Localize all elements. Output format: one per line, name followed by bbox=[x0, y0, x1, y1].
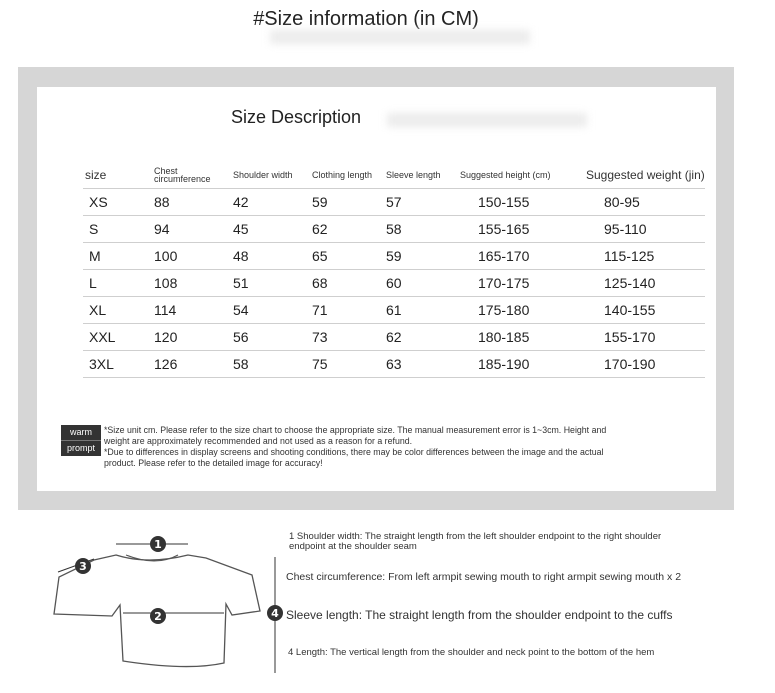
table-cell: 100 bbox=[154, 243, 233, 270]
table-cell: XS bbox=[83, 189, 154, 216]
table-cell: 48 bbox=[233, 243, 312, 270]
desc-line: endpoint at the shoulder seam bbox=[289, 541, 417, 552]
table-row bbox=[83, 297, 705, 324]
note-line: product. Please refer to the detailed image for accuracy! bbox=[104, 458, 323, 468]
table-cell: 62 bbox=[312, 216, 386, 243]
sleeve-description: Sleeve length: The straight length from the shoulder endpoint to the cuffs bbox=[286, 608, 673, 622]
note-line: weight are approximately recommended and not used as a reason for a refund. bbox=[104, 436, 413, 446]
table-cell: 58 bbox=[233, 351, 312, 378]
header-chest: Chest circumference bbox=[154, 166, 211, 184]
table-cell: 88 bbox=[154, 189, 233, 216]
table-cell: 150-155 bbox=[460, 189, 586, 216]
table-cell: 170-175 bbox=[460, 270, 586, 297]
table-cell: 80-95 bbox=[586, 189, 705, 216]
table-cell: 65 bbox=[312, 243, 386, 270]
blurred-watermark bbox=[270, 30, 530, 44]
table-cell: M bbox=[83, 243, 154, 270]
header-size: size bbox=[85, 168, 107, 182]
table-row bbox=[83, 243, 705, 270]
prompt-label: prompt bbox=[66, 443, 95, 453]
page-title: #Size information (in CM) bbox=[253, 8, 479, 30]
note-line: *Due to differences in display screens and shooting conditions, there may be color differences between the image and the actual bbox=[104, 447, 604, 457]
marker-4-label: 4 bbox=[271, 607, 279, 620]
warm-label: warm bbox=[61, 425, 101, 441]
marker-2-label: 2 bbox=[154, 610, 162, 623]
table-cell: 120 bbox=[154, 324, 233, 351]
desc-line: 1 Shoulder width: The straight length from the left shoulder endpoint to the right shoulder bbox=[289, 531, 662, 542]
table-cell: 95-110 bbox=[586, 216, 705, 243]
table-cell: 108 bbox=[154, 270, 233, 297]
table-cell: 155-170 bbox=[586, 324, 705, 351]
header-shoulder: Shoulder width bbox=[233, 170, 293, 180]
table-cell: 59 bbox=[386, 243, 460, 270]
table-cell: 60 bbox=[386, 270, 460, 297]
table-cell: S bbox=[83, 216, 154, 243]
header-length: Clothing length bbox=[312, 170, 373, 180]
table-cell: 57 bbox=[386, 189, 460, 216]
warm-prompt-badge bbox=[61, 425, 101, 456]
table-cell: 61 bbox=[386, 297, 460, 324]
note-line: *Size unit cm. Please refer to the size chart to choose the appropriate size. The manual measurement error is 1~3cm. Height and bbox=[104, 425, 607, 435]
size-notes bbox=[104, 425, 744, 469]
table-cell: 126 bbox=[154, 351, 233, 378]
table-cell: XXL bbox=[83, 324, 154, 351]
table-cell: 155-165 bbox=[460, 216, 586, 243]
marker-3-label: 3 bbox=[79, 560, 87, 573]
shoulder-width-description bbox=[289, 532, 661, 552]
table-cell: 125-140 bbox=[586, 270, 705, 297]
table-cell: 3XL bbox=[83, 351, 154, 378]
table-cell: 114 bbox=[154, 297, 233, 324]
table-row bbox=[83, 324, 705, 351]
table-cell: 180-185 bbox=[460, 324, 586, 351]
table-cell: 94 bbox=[154, 216, 233, 243]
table-cell: 42 bbox=[233, 189, 312, 216]
table-cell: 68 bbox=[312, 270, 386, 297]
table-cell: 185-190 bbox=[460, 351, 586, 378]
garment-diagram bbox=[38, 525, 268, 680]
table-row bbox=[83, 270, 705, 297]
table-row bbox=[83, 351, 705, 378]
table-cell: L bbox=[83, 270, 154, 297]
table-cell: 175-180 bbox=[460, 297, 586, 324]
size-table bbox=[83, 162, 705, 378]
table-cell: 140-155 bbox=[586, 297, 705, 324]
length-indicator bbox=[262, 555, 288, 675]
table-cell: 58 bbox=[386, 216, 460, 243]
length-description: 4 Length: The vertical length from the shoulder and neck point to the bottom of the hem bbox=[288, 647, 655, 658]
table-cell: 54 bbox=[233, 297, 312, 324]
chest-description: Chest circumference: From left armpit sewing mouth to right armpit sewing mouth x 2 bbox=[286, 571, 682, 583]
card-title: Size Description bbox=[231, 107, 362, 127]
table-cell: XL bbox=[83, 297, 154, 324]
table-cell: 62 bbox=[386, 324, 460, 351]
header-sleeve: Sleeve length bbox=[386, 170, 441, 180]
table-cell: 45 bbox=[233, 216, 312, 243]
table-cell: 170-190 bbox=[586, 351, 705, 378]
table-cell: 75 bbox=[312, 351, 386, 378]
table-cell: 115-125 bbox=[586, 243, 705, 270]
table-cell: 73 bbox=[312, 324, 386, 351]
header-weight: Suggested weight (jin) bbox=[586, 168, 705, 182]
table-cell: 51 bbox=[233, 270, 312, 297]
table-cell: 71 bbox=[312, 297, 386, 324]
header-height: Suggested height (cm) bbox=[460, 170, 551, 180]
table-cell: 63 bbox=[386, 351, 460, 378]
table-row bbox=[83, 216, 705, 243]
table-cell: 59 bbox=[312, 189, 386, 216]
table-cell: 56 bbox=[233, 324, 312, 351]
blurred-watermark bbox=[387, 113, 587, 127]
table-cell: 165-170 bbox=[460, 243, 586, 270]
table-row bbox=[83, 189, 705, 216]
marker-1-label: 1 bbox=[154, 538, 162, 551]
